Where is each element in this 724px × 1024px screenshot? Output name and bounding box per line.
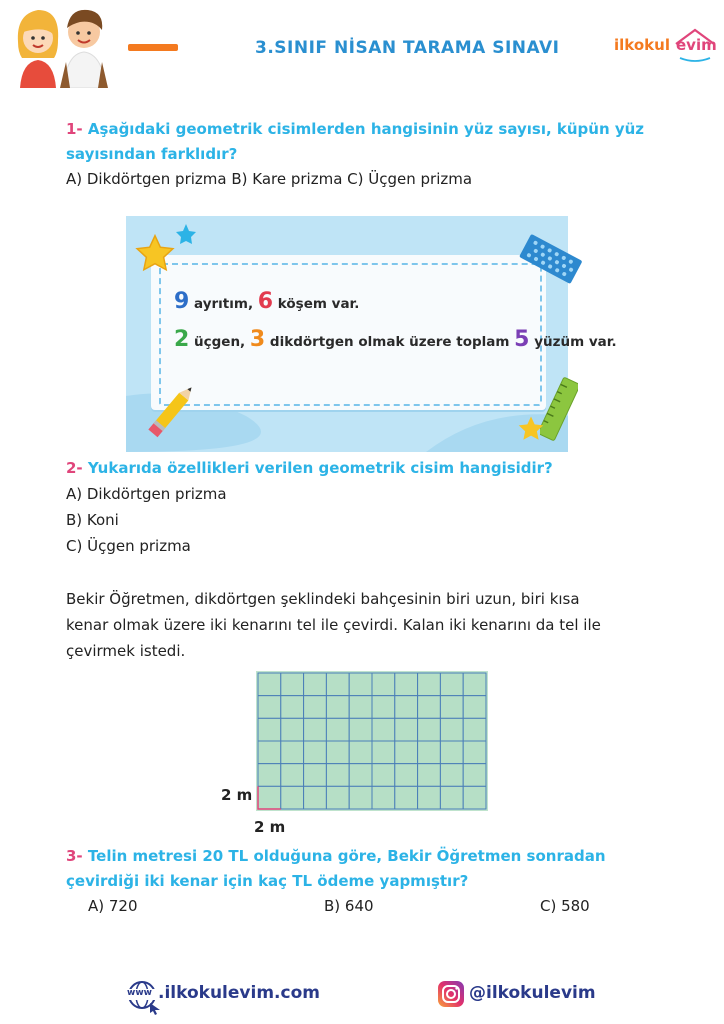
grid-cell bbox=[372, 741, 395, 764]
grid-cell bbox=[440, 673, 463, 696]
question-1-text-line1: Aşağıdaki geometrik cisimlerden hangisinin yüz sayısı, küpün yüz bbox=[87, 120, 645, 138]
question-3-number: 3- bbox=[66, 847, 83, 865]
kids-illustration bbox=[14, 2, 114, 88]
triangle-face-count: 2 bbox=[174, 327, 190, 352]
question-1-options: A) Dikdörtgen prizma B) Kare prizma C) Üçgen prizma bbox=[66, 170, 473, 188]
question-2-text: Yukarıda özellikleri verilen geometrik cisim hangisidir? bbox=[87, 459, 553, 477]
question-3-option-b: B) 640 bbox=[324, 897, 374, 915]
grid-cell bbox=[418, 673, 441, 696]
feature-2-text-a: üçgen, bbox=[194, 334, 246, 350]
vertex-count: 6 bbox=[257, 289, 274, 314]
grid-cell bbox=[440, 718, 463, 741]
grid-cell bbox=[304, 786, 327, 809]
grid-cell bbox=[258, 718, 281, 741]
grid-cell bbox=[304, 718, 327, 741]
grid-cell bbox=[258, 696, 281, 719]
grid-cell bbox=[326, 786, 349, 809]
story-line-2: kenar olmak üzere iki kenarını tel ile çevirdi. Kalan iki kenarını da tel ile bbox=[66, 616, 601, 634]
globe-icon bbox=[124, 977, 162, 1015]
question-3-option-c: C) 580 bbox=[540, 897, 590, 915]
grid-cell bbox=[304, 673, 327, 696]
grid-cell bbox=[395, 696, 418, 719]
feature-1-text-a: ayrıtım, bbox=[194, 296, 254, 312]
grid-cell bbox=[418, 718, 441, 741]
grid-cell bbox=[304, 696, 327, 719]
question-2-option-a: A) Dikdörtgen prizma bbox=[66, 485, 227, 503]
grid-cell bbox=[440, 786, 463, 809]
feature-1-text-b: köşem var. bbox=[277, 296, 360, 312]
question-3 bbox=[66, 844, 606, 868]
grid-cell bbox=[326, 696, 349, 719]
grid-cell bbox=[281, 764, 304, 787]
grid-cell bbox=[372, 696, 395, 719]
feature-2-text-c: yüzüm var. bbox=[534, 334, 617, 350]
pencil-icon bbox=[143, 380, 203, 442]
accent-bar bbox=[128, 44, 178, 51]
question-2 bbox=[66, 456, 553, 480]
grid-cell bbox=[349, 718, 372, 741]
question-3-text-line1: Telin metresi 20 TL olduğuna göre, Bekir Öğretmen sonradan bbox=[87, 847, 606, 865]
grid-cell bbox=[418, 786, 441, 809]
grid-cell bbox=[258, 673, 281, 696]
grid-cell bbox=[463, 786, 486, 809]
grid-cell bbox=[463, 741, 486, 764]
grid-cell bbox=[418, 696, 441, 719]
grid-cell bbox=[304, 764, 327, 787]
logo-text-ilkokul: ilkokul bbox=[614, 36, 670, 54]
question-1 bbox=[66, 117, 644, 141]
garden-grid bbox=[256, 671, 488, 811]
grid-cell bbox=[395, 718, 418, 741]
grid-cell bbox=[349, 741, 372, 764]
logo-text-evim: evim bbox=[676, 36, 717, 54]
grid-cell bbox=[395, 673, 418, 696]
question-2-number: 2- bbox=[66, 459, 83, 477]
grid-cell bbox=[326, 741, 349, 764]
side-length-label: 2 m bbox=[221, 786, 253, 804]
web-icon-label: www bbox=[127, 988, 152, 998]
grid-cell bbox=[395, 786, 418, 809]
washi-tape-icon bbox=[514, 233, 584, 289]
rectangle-face-count: 3 bbox=[249, 327, 266, 352]
instagram-handle[interactable]: @ilkokulevim bbox=[469, 983, 596, 1003]
grid-cell bbox=[395, 741, 418, 764]
feature-2-text-b: dikdörtgen olmak üzere toplam bbox=[269, 334, 510, 350]
instagram-icon bbox=[437, 980, 465, 1008]
question-2-option-b: B) Koni bbox=[66, 511, 119, 529]
story-line-1: Bekir Öğretmen, dikdörtgen şeklindeki bahçesinin biri uzun, biri kısa bbox=[66, 590, 580, 608]
grid-cell bbox=[304, 741, 327, 764]
website-link[interactable]: .ilkokulevim.com bbox=[158, 983, 320, 1003]
grid-cell bbox=[372, 673, 395, 696]
grid-cell bbox=[440, 741, 463, 764]
grid-cell bbox=[326, 718, 349, 741]
question-3-option-a: A) 720 bbox=[88, 897, 138, 915]
grid-cell bbox=[463, 673, 486, 696]
grid-cell bbox=[440, 696, 463, 719]
grid-cell bbox=[281, 696, 304, 719]
grid-cell bbox=[258, 764, 281, 787]
grid-cell bbox=[281, 786, 304, 809]
grid-cell bbox=[463, 696, 486, 719]
grid-cell bbox=[440, 764, 463, 787]
grid-cell bbox=[258, 741, 281, 764]
star-icon bbox=[133, 232, 177, 276]
question-3-text-line2: çevirdiği iki kenar için kaç TL ödeme yapmıştır? bbox=[66, 872, 469, 890]
grid-cell bbox=[418, 741, 441, 764]
grid-cell bbox=[349, 764, 372, 787]
grid-cell bbox=[326, 764, 349, 787]
grid-cell bbox=[463, 764, 486, 787]
page-title: 3.SINIF NİSAN TARAMA SINAVI bbox=[255, 38, 560, 58]
grid-cell bbox=[463, 718, 486, 741]
grid-cell bbox=[395, 764, 418, 787]
grid-cell bbox=[349, 673, 372, 696]
total-face-count: 5 bbox=[514, 327, 530, 352]
feature-line-1 bbox=[174, 289, 359, 314]
grid-cell bbox=[281, 673, 304, 696]
feature-line-2 bbox=[174, 327, 617, 352]
bottom-length-label: 2 m bbox=[254, 818, 286, 836]
edge-count: 9 bbox=[174, 289, 190, 314]
grid-cell bbox=[372, 718, 395, 741]
question-1-number: 1- bbox=[66, 120, 83, 138]
grid-cell bbox=[258, 786, 281, 809]
grid-cell bbox=[372, 764, 395, 787]
grid-cell bbox=[418, 764, 441, 787]
story-line-3: çevirmek istedi. bbox=[66, 642, 186, 660]
small-star-icon bbox=[516, 414, 546, 444]
grid-cell bbox=[349, 786, 372, 809]
grid-cell bbox=[349, 696, 372, 719]
grid-cell bbox=[281, 718, 304, 741]
grid-cell bbox=[372, 786, 395, 809]
grid-cell bbox=[281, 741, 304, 764]
grid-cell bbox=[326, 673, 349, 696]
question-2-option-c: C) Üçgen prizma bbox=[66, 537, 191, 555]
question-1-text-line2: sayısından farklıdır? bbox=[66, 145, 238, 163]
